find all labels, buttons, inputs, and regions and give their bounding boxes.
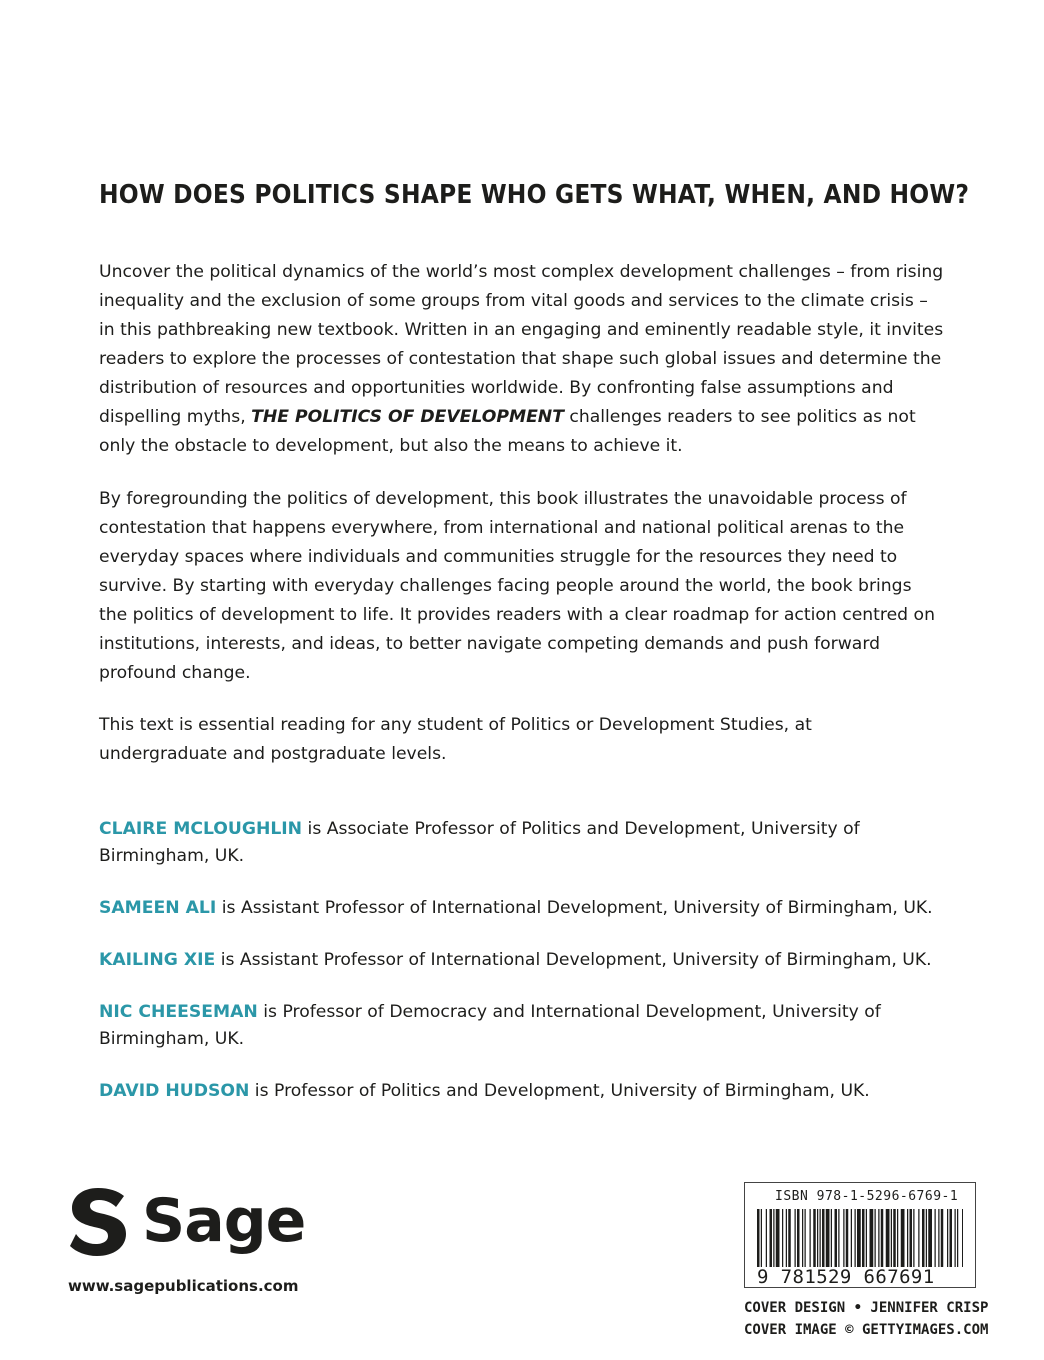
author-bio xyxy=(99,1078,945,1105)
barcode-bar xyxy=(910,1209,913,1267)
barcode-bar xyxy=(757,1209,760,1267)
publisher-website[interactable]: www.sagepublications.com xyxy=(68,1277,299,1295)
barcode-bar xyxy=(962,1209,963,1267)
barcode-bar xyxy=(857,1209,861,1267)
blurb-paragraph-3: This text is essential reading for any student of Politics or Development Studies, at undergraduate and postgraduate levels. xyxy=(99,715,812,764)
barcode-bar xyxy=(935,1209,936,1267)
barcode-bar xyxy=(955,1209,956,1267)
barcode-bar xyxy=(886,1209,890,1267)
author-description: is Associate Professor of Politics and Development, University of Birmingham, UK. xyxy=(99,819,860,866)
book-title: THE POLITICS OF DEVELOPMENT xyxy=(251,407,564,427)
blurb-paragraph-1-text: Uncover the political dynamics of the world’s most complex development challenges – from rising inequality and the exclusion of some groups from vital goods and services to the climate crisis – in this pathbreaking new textbook. Written in an engaging and eminently readable style, it invites readers to explore the processes of contestation that shape such global issues and determine the distribution of resources and opportunities worldwide. By confronting false assumptions and dispelling myths, xyxy=(99,262,944,427)
barcode-bar xyxy=(875,1209,876,1267)
barcode-bar xyxy=(913,1209,914,1267)
barcode-bar xyxy=(950,1209,953,1267)
barcode-bar xyxy=(817,1209,818,1267)
barcode xyxy=(744,1182,976,1288)
barcode-bar xyxy=(820,1209,821,1267)
barcode-bar xyxy=(843,1209,844,1267)
sage-s-mark-icon xyxy=(68,1186,130,1256)
barcode-bars xyxy=(757,1209,963,1267)
barcode-bar xyxy=(855,1209,856,1267)
barcode-bar xyxy=(926,1209,927,1267)
barcode-bar xyxy=(901,1209,905,1267)
author-bio xyxy=(99,895,945,922)
barcode-bar xyxy=(918,1209,919,1267)
author-bio xyxy=(99,999,945,1053)
author-description: is Assistant Professor of International Development, University of Birmingham, UK. xyxy=(215,950,932,970)
cover-credits xyxy=(744,1297,988,1341)
barcode-bar xyxy=(838,1209,839,1267)
blurb xyxy=(99,258,945,793)
isbn-label: ISBN 978-1-5296-6769-1 xyxy=(775,1189,959,1204)
publisher-logo xyxy=(68,1186,308,1256)
barcode-bar xyxy=(826,1209,830,1267)
barcode-digits: 9 781529 667691 xyxy=(757,1266,935,1288)
blurb-paragraph-1 xyxy=(99,258,945,461)
barcode-bar xyxy=(846,1209,849,1267)
barcode-bar xyxy=(862,1209,865,1267)
author-description: is Professor of Democracy and International Development, University of Birmingham, UK. xyxy=(99,1002,881,1049)
barcode-bar xyxy=(878,1209,879,1267)
blurb-paragraph-2: By foregrounding the politics of development, this book illustrates the unavoidable process of contestation that happens everywhere, from international and national political arenas to the everyday spaces where individuals and communities struggle for the resources they need to survive. By starting with everyday challenges facing people around the world, the book brings the politics of development to life. It provides readers with a clear roadmap for action centred on institutions, interests, and ideas, to better navigate competing demands and push forward profound change. xyxy=(99,489,935,683)
blurb-paragraph-1-end: challenges readers to see politics as not only the obstacle to development, but also the means to achieve it. xyxy=(99,407,916,456)
barcode-bar xyxy=(928,1209,932,1267)
author-name: CLAIRE MCLOUGHLIN xyxy=(99,819,303,839)
barcode-bar xyxy=(907,1209,908,1267)
barcode-bar xyxy=(897,1209,898,1267)
barcode-bar xyxy=(851,1209,852,1267)
barcode-bar xyxy=(773,1209,774,1267)
barcode-bar xyxy=(831,1209,832,1267)
barcode-bar xyxy=(891,1209,892,1267)
author-name: DAVID HUDSON xyxy=(99,1081,250,1101)
barcode-bar xyxy=(776,1209,780,1267)
barcode-bar xyxy=(782,1209,783,1267)
author-name: SAMEEN ALI xyxy=(99,898,217,918)
barcode-bar xyxy=(822,1209,825,1267)
barcode-bar xyxy=(766,1209,767,1267)
cover-design-credit: COVER DESIGN • JENNIFER CRISP xyxy=(744,1300,989,1316)
author-name: KAILING XIE xyxy=(99,950,216,970)
author-bios xyxy=(99,816,945,1130)
barcode-bar xyxy=(957,1209,958,1267)
author-description: is Professor of Politics and Development, University of Birmingham, UK. xyxy=(249,1081,870,1101)
barcode-bar xyxy=(786,1209,787,1267)
cover-image-credit: COVER IMAGE © GETTYIMAGES.COM xyxy=(744,1322,989,1338)
publisher-name: Sage xyxy=(142,1186,306,1256)
headline: HOW DOES POLITICS SHAPE WHO GETS WHAT, WHEN, AND HOW? xyxy=(99,180,970,210)
barcode-bar xyxy=(810,1209,811,1267)
barcode-bar xyxy=(805,1209,806,1267)
barcode-bar xyxy=(893,1209,896,1267)
barcode-bar xyxy=(813,1209,816,1267)
barcode-bar xyxy=(802,1209,803,1267)
barcode-bar xyxy=(770,1209,773,1267)
barcode-bar xyxy=(870,1209,874,1267)
author-description: is Assistant Professor of International Development, University of Birmingham, UK. xyxy=(216,898,933,918)
barcode-bar xyxy=(938,1209,939,1267)
barcode-bar xyxy=(941,1209,944,1267)
barcode-bar xyxy=(947,1209,948,1267)
author-name: NIC CHEESEMAN xyxy=(99,1002,258,1022)
barcode-bar xyxy=(866,1209,867,1267)
barcode-bar xyxy=(881,1209,884,1267)
barcode-bar xyxy=(835,1209,838,1267)
barcode-bar xyxy=(761,1209,762,1267)
barcode-bar xyxy=(788,1209,791,1267)
barcode-bar xyxy=(797,1209,800,1267)
author-bio xyxy=(99,816,945,870)
barcode-bar xyxy=(795,1209,796,1267)
barcode-bar xyxy=(922,1209,925,1267)
author-bio xyxy=(99,947,945,974)
